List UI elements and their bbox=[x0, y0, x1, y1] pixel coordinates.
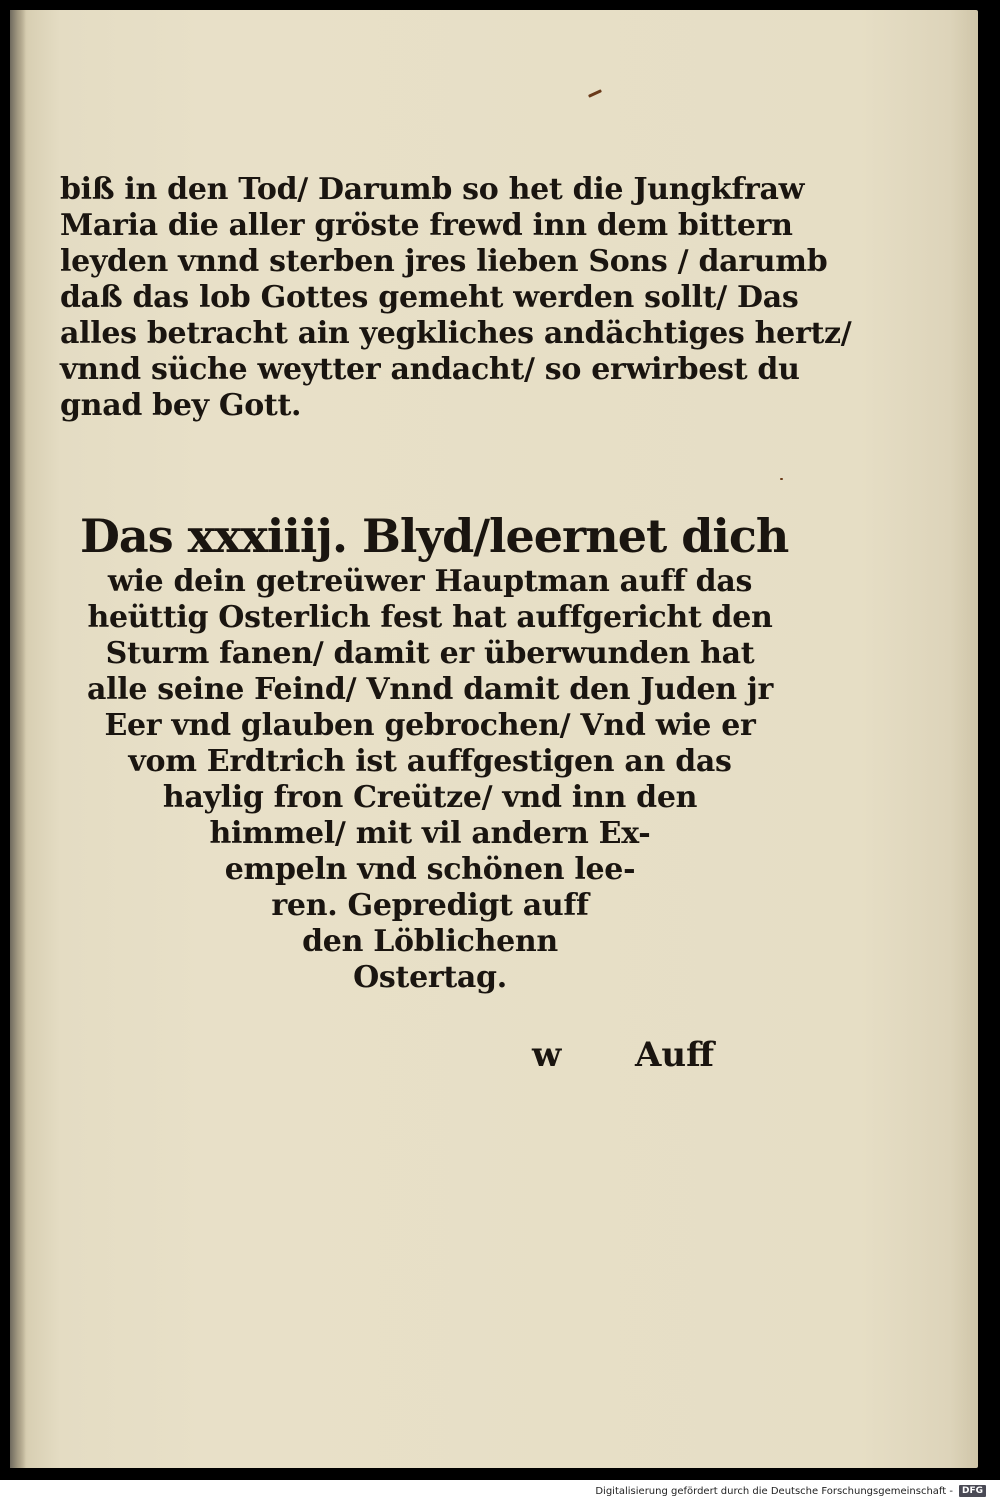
heading-line: Sturm fanen/ damit er überwunden hat bbox=[105, 636, 755, 671]
heading-line: Ostertag. bbox=[353, 960, 507, 995]
text-line: Maria die aller gröste frewd inn dem bittern bbox=[60, 208, 793, 243]
sermon-heading bbox=[80, 508, 789, 996]
text-line: alles betracht ain yegkliches andächtiges hertz/ bbox=[60, 316, 852, 351]
page-gutter bbox=[10, 10, 26, 1468]
page-speck bbox=[780, 478, 783, 480]
text-line: biß in den Tod/ Darumb so het die Jungkfraw bbox=[60, 172, 805, 207]
heading-line: ren. Gepredigt auff bbox=[271, 888, 589, 923]
heading-title-line: Das xxxiiij. Blyd/leernet dich bbox=[80, 509, 789, 563]
top-paragraph bbox=[60, 172, 852, 424]
text-line: gnad bey Gott. bbox=[60, 388, 302, 423]
digitization-footer bbox=[0, 1480, 1000, 1502]
heading-line: Eer vnd glauben gebrochen/ Vnd wie er bbox=[104, 708, 756, 743]
heading-line: den Löblichenn bbox=[302, 924, 558, 959]
heading-line: haylig fron Creütze/ vnd inn den bbox=[162, 780, 698, 815]
text-line: daß das lob Gottes gemeht werden sollt/ Das bbox=[60, 280, 799, 315]
text-line: leyden vnnd sterben jres lieben Sons / darumb bbox=[60, 244, 828, 279]
catchword: Auff bbox=[635, 1035, 715, 1075]
heading-line: heüttig Osterlich fest hat auffgericht den bbox=[87, 600, 773, 635]
funding-credit: Digitalisierung gefördert durch die Deutsche Forschungsgemeinschaft - bbox=[595, 1485, 953, 1497]
page-speck bbox=[588, 89, 602, 98]
heading-line: wie dein getreüwer Hauptman auff das bbox=[107, 564, 753, 599]
heading-line: empeln vnd schönen lee- bbox=[224, 852, 636, 887]
heading-line: vom Erdtrich ist auffgestigen an das bbox=[128, 744, 732, 779]
heading-line: alle seine Feind/ Vnnd damit den Juden jr bbox=[87, 672, 773, 707]
dfg-logo: DFG bbox=[959, 1485, 986, 1497]
text-line: vnnd süche weytter andacht/ so erwirbest du bbox=[60, 352, 800, 387]
heading-line: himmel/ mit vil andern Ex- bbox=[209, 816, 651, 851]
signature-mark: w bbox=[532, 1035, 562, 1075]
